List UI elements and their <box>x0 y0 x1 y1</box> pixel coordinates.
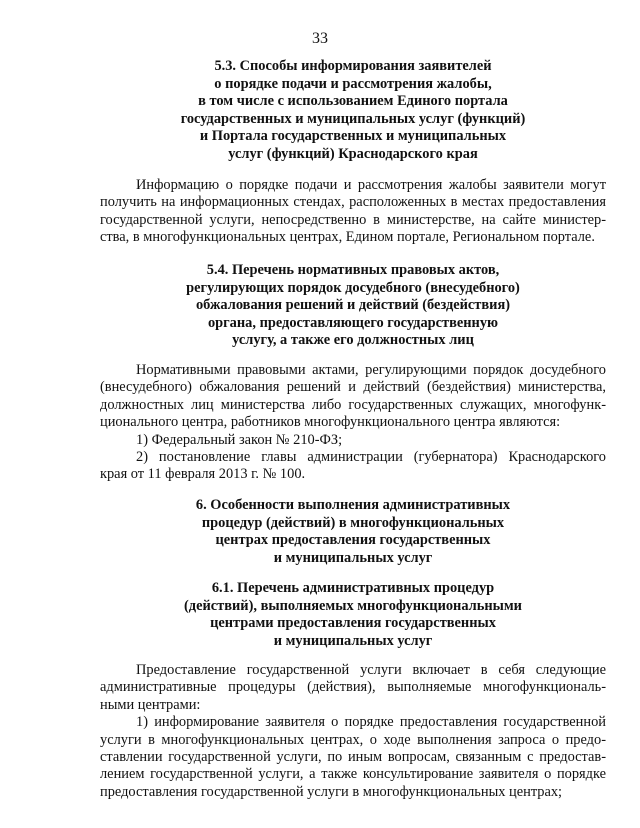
heading-line: процедур (действий) в многофункциональных <box>201 514 505 531</box>
heading-line: о порядке подачи и рассмотрения жалобы, <box>214 75 492 92</box>
list-item: 1) Федеральный закон № 210-ФЗ; <box>136 431 343 448</box>
paragraph-line: административные процедуры (действия), выполняемые многофункциональ- <box>100 679 606 696</box>
paragraph-line: ными центрами: <box>100 696 201 713</box>
heading-line: в том числе с использованием Единого портала <box>198 93 508 110</box>
heading-line: и Портала государственных и муниципальных <box>199 128 507 145</box>
heading-line: и муниципальных услуг <box>273 632 433 649</box>
paragraph-line: Нормативными правовыми актами, регулирующими порядок досудебного <box>136 362 606 378</box>
heading-line: 6.1. Перечень административных процедур <box>211 580 495 596</box>
heading-line: центрах предоставления государственных <box>215 532 491 549</box>
heading-line: 5.3. Способы информирования заявителей <box>214 58 492 74</box>
paragraph-line: государственной услуги, непосредственно в министерстве, на сайте министер- <box>100 211 606 228</box>
section-5-3-heading <box>100 58 606 164</box>
page-number: 33 <box>312 30 328 47</box>
paragraph-line: ционального центра, работников многофункционального центра являются: <box>100 414 561 431</box>
list-item-line: края от 11 февраля 2013 г. № 100. <box>100 466 306 483</box>
heading-line: обжалования решений и действий (бездействия) <box>195 297 511 314</box>
list-item-line: лением государственной услуги, а также консультирование заявителя о порядке <box>100 766 606 783</box>
section-5-4-heading <box>100 262 606 350</box>
heading-line: 5.4. Перечень нормативных правовых актов, <box>206 262 500 278</box>
heading-line: органа, предоставляющего государственную <box>207 314 499 331</box>
heading-line: государственных и муниципальных услуг (функций) <box>180 110 526 127</box>
section-6-heading <box>100 497 606 567</box>
list-item-line: предоставления государственной услуги в многофункциональных центрах; <box>100 783 563 800</box>
paragraph-line: ства, в многофункциональных центрах, Едином портале, Региональном портале. <box>100 229 595 246</box>
paragraph-line: получить на информационных стендах, расположенных в местах предоставления <box>100 194 606 211</box>
heading-line: регулирующих порядок досудебного (внесудебного) <box>186 279 520 296</box>
paragraph-line: Информацию о порядке подачи и рассмотрения жалобы заявители могут <box>136 177 606 193</box>
section-6-1-paragraph <box>100 662 606 801</box>
paragraph-line: Предоставление государственной услуги включает в себя следующие <box>136 662 606 678</box>
section-6-1-heading <box>100 580 606 650</box>
paragraph-line: должностных лиц министерства либо государственных служащих, многофунк- <box>100 396 606 413</box>
heading-line: и муниципальных услуг <box>273 549 433 566</box>
heading-line: (действий), выполняемых многофункциональными <box>184 597 522 614</box>
list-item-line: услуги в многофункциональных центрах, о ходе выполнения запроса о предо- <box>100 731 606 748</box>
heading-line: центрами предоставления государственных <box>210 615 496 632</box>
paragraph-line: (внесудебного) обжалования решений и действий (бездействия) министерства, <box>100 379 606 396</box>
heading-line: услугу, а также его должностных лиц <box>232 332 474 349</box>
list-item-line: 2) постановление главы администрации (губернатора) Краснодарского <box>136 449 606 466</box>
list-item-line: ставлении государственной услуги, по иным вопросам, связанным с предостав- <box>100 749 606 766</box>
heading-line: услуг (функций) Краснодарского края <box>228 145 478 162</box>
section-5-4-paragraph <box>100 362 606 484</box>
list-item-line: 1) информирование заявителя о порядке предоставления государственной <box>136 714 606 731</box>
heading-line: 6. Особенности выполнения административных <box>195 497 511 513</box>
section-5-3-paragraph <box>100 177 606 247</box>
